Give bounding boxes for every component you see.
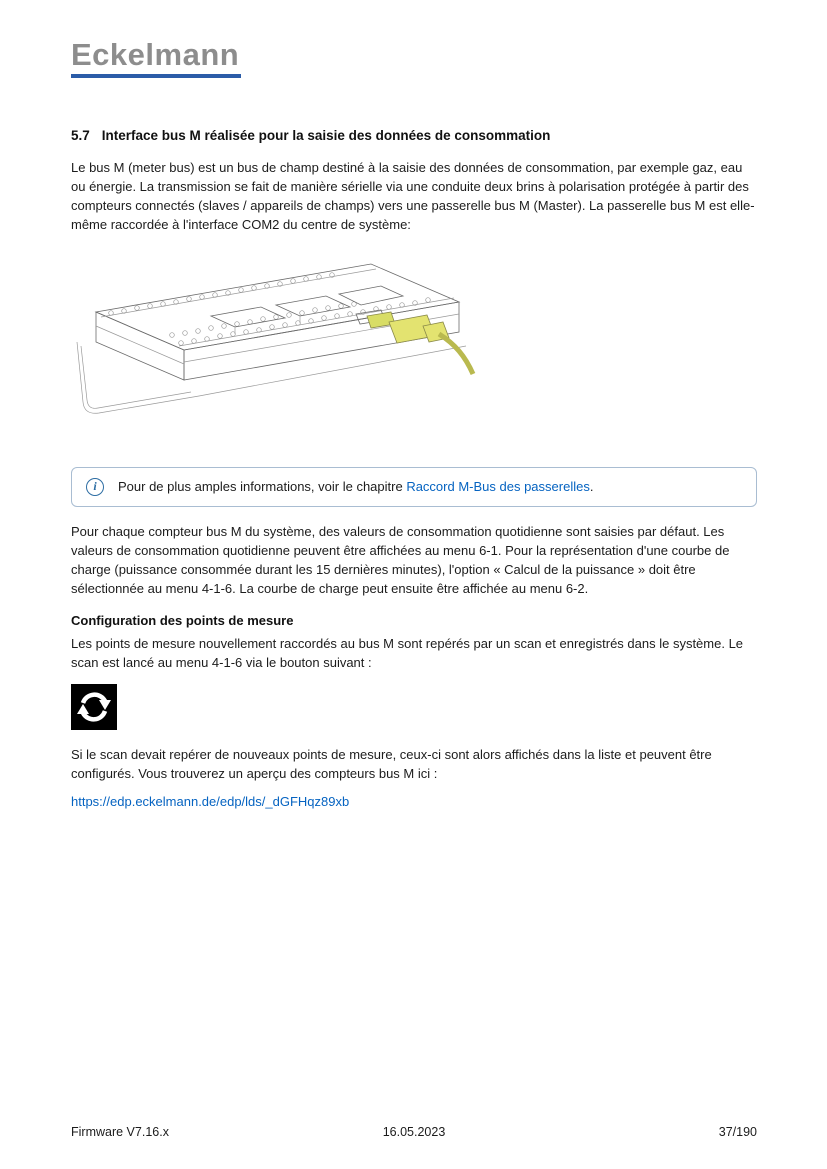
note-text bbox=[118, 478, 593, 496]
device-line-drawing bbox=[71, 250, 491, 455]
consumption-paragraph: Pour chaque compteur bus M du système, des valeurs de consommation quotidienne sont saisies par défaut. Les valeurs de consommation quotidienne peuvent être affichées au menu 6-1. Pour la représentation d'une courbe de charge (puissance consommée durant les 15 dernières minutes), l'option « Calcul de la puissance » doit être sélectionnée au menu 4-1-6. La courbe de charge peut ensuite être affichée au menu 6-2. bbox=[71, 524, 730, 596]
config-sub-heading: Configuration des points de mesure bbox=[71, 613, 294, 628]
scan-result-paragraph: Si le scan devait repérer de nouveaux points de mesure, ceux-ci sont alors affichés dans la liste et peuvent être configurés. Vous trouverez un aperçu des compteurs bus M ici : bbox=[71, 747, 712, 781]
footer-date: 16.05.2023 bbox=[382, 1125, 446, 1139]
logo bbox=[71, 0, 757, 78]
scan-refresh-icon[interactable] bbox=[71, 684, 117, 730]
config-paragraph: Les points de mesure nouvellement raccordés au bus M sont repérés par un scan et enregistrés dans le système. Le scan est lancé au menu 4-1-6 via le bouton suivant : bbox=[71, 636, 744, 670]
note-suffix: . bbox=[589, 479, 594, 494]
page-footer bbox=[71, 1125, 757, 1139]
mounting-plate bbox=[77, 342, 466, 413]
device-illustration bbox=[71, 250, 491, 455]
chapter-link[interactable]: Raccord M-Bus des passerelles bbox=[406, 479, 590, 494]
footer-firmware: Firmware V7.16.x bbox=[71, 1125, 169, 1139]
info-note-box bbox=[71, 467, 757, 507]
intro-paragraph: Le bus M (meter bus) est un bus de champ destiné à la saisie des données de consommation, par exemple gaz, eau ou énergie. La transmission se fait de manière sérielle via une conduite deux brins à polarisation protégée à partir des compteurs connectés (slaves / appareils de champs) vers une passerelle bus M (Master). La passerelle bus M est elle-même raccordée à l'interface COM2 du centre de système: bbox=[71, 160, 755, 232]
section-heading bbox=[71, 128, 757, 143]
mbus-connector-highlight bbox=[367, 312, 473, 374]
logo-text: Eckelmann bbox=[71, 37, 240, 72]
meters-overview-link[interactable]: https://edp.eckelmann.de/edp/lds/_dGFHqz89xb bbox=[71, 794, 350, 809]
section-title: Interface bus M réalisée pour la saisie des données de consommation bbox=[101, 128, 551, 143]
footer-page-number: 37/190 bbox=[718, 1125, 758, 1139]
terminal-row-back bbox=[109, 273, 335, 316]
page-content bbox=[71, 0, 757, 811]
logo-underline bbox=[71, 74, 241, 78]
section-number: 5.7 bbox=[71, 128, 90, 143]
note-prefix: Pour de plus amples informations, voir le chapitre bbox=[118, 479, 407, 494]
info-icon: i bbox=[86, 478, 104, 496]
